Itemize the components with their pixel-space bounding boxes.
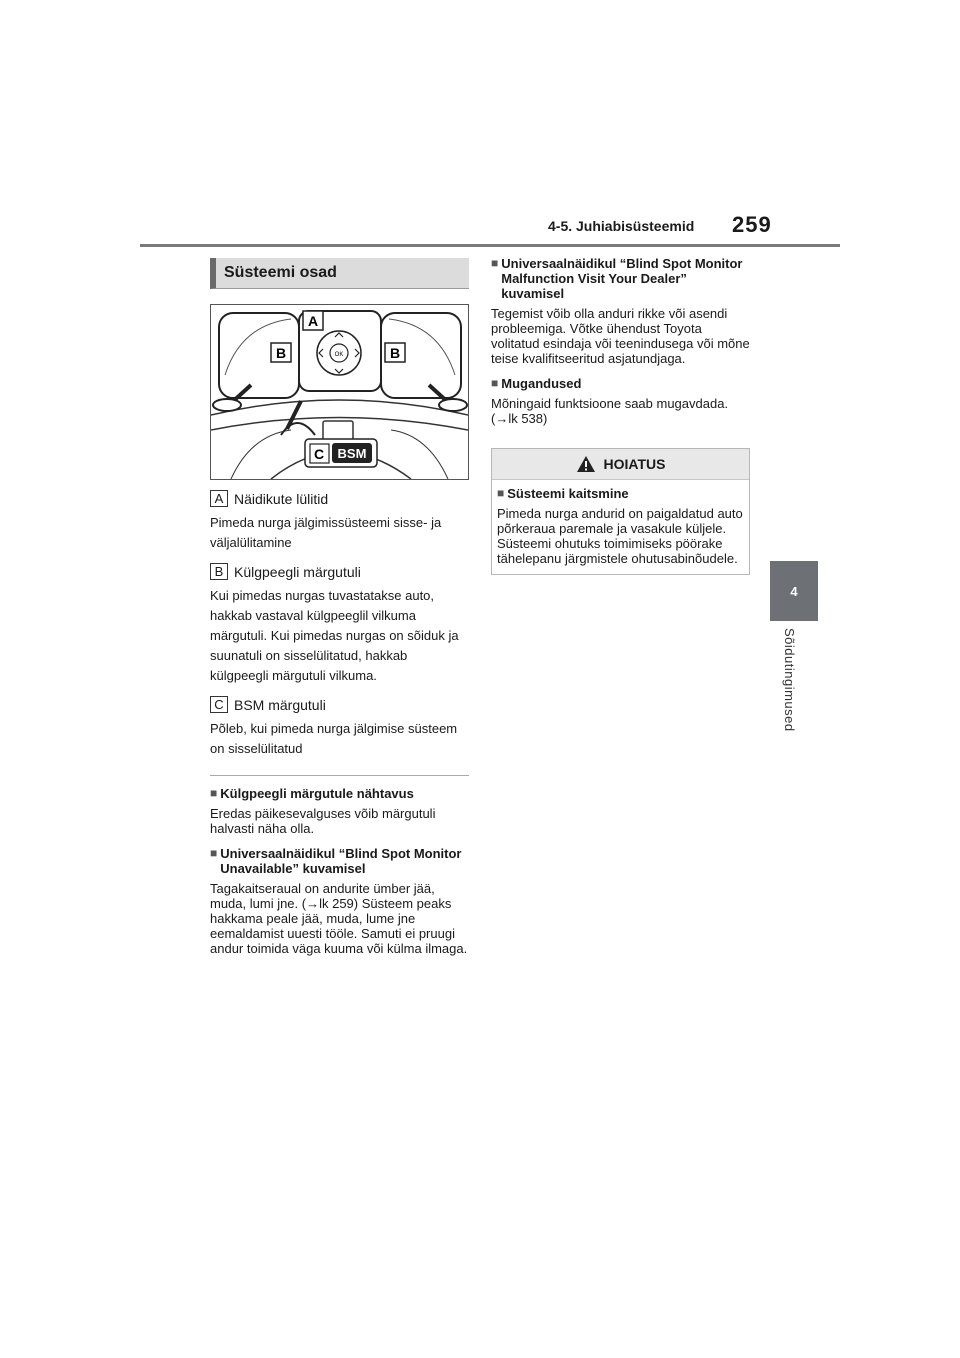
- note-mirror-visibility: ■ Külgpeegli märgutule nähtavus Eredas päikesevalguses võib märgutuli halvasti näha olla.: [210, 786, 469, 836]
- legend-description: Kui pimedas nurgas tuvastatakse auto, hakkab vastaval külgpeeglil vilkuma märgutuli. Kui pimedas nurgas on sõiduk ja suunatuli on sisselülitatud, hakkab külgpeegli märgutuli vilkuma.: [210, 588, 459, 683]
- warning-header: HOIATUS: [492, 449, 749, 480]
- bullet-square-icon: ■: [497, 486, 505, 500]
- system-parts-heading: Süsteemi osad: [210, 258, 469, 289]
- note-text: Mõningaid funktsioone saab mugavdada. (→lk 538): [491, 396, 729, 426]
- header-rule: [140, 244, 840, 247]
- right-column: [491, 256, 750, 575]
- note-unavailable: ■ Universaalnäidikul “Blind Spot Monitor Unavailable” kuvamisel Tagakaitseraual on andurite ümber jää, muda, lumi jne. (→lk 259) Süsteem peaks hakkama peale jää, muda, lume jne eemaldamist uuesti tööle. Samuti ei pruugi andur toimida väga kuuma või külma ilmaga.: [210, 846, 468, 956]
- svg-text:BSM: BSM: [337, 446, 367, 461]
- header-section-title: 4-5. Juhiabisüsteemid: [548, 218, 695, 234]
- svg-text:B: B: [275, 345, 287, 361]
- legend-key: A: [210, 490, 228, 507]
- legend-title: Näidikute lülitid: [234, 490, 329, 507]
- legend-title: Külgpeegli märgutuli: [234, 563, 361, 580]
- legend-description: Põleb, kui pimeda nurga jälgimise süsteem on sisselülitatud: [210, 721, 458, 756]
- chapter-number: 4: [790, 583, 798, 599]
- bullet-square-icon: ■: [210, 786, 218, 800]
- legend-item-b: [210, 563, 469, 686]
- legend-title: BSM märgutuli: [234, 696, 326, 713]
- warning-text: Pimeda nurga andurid on paigaldatud auto põrkeraua paremale ja vasakule küljele. Süsteemi ohutuks toimimiseks pöörake tähelepanu järgmistele ohutusabinõudele.: [497, 506, 743, 566]
- warning-box: HOIATUS ■ Süsteemi kaitsmine Pimeda nurga andurid on paigaldatud auto põrkeraua paremale ja vasakule küljele. Süsteemi ohutuks toimimiseks pöörake tähelepanu järgmistele ohutusabinõudele.: [491, 448, 750, 575]
- note-text: Eredas päikesevalguses võib märgutuli halvasti näha olla.: [210, 806, 436, 836]
- note-malfunction: ■ Universaalnäidikul “Blind Spot Monitor Malfunction Visit Your Dealer” kuvamisel Tegemist võib olla anduri rikke või asendi probleemiga. Võtke ühendust Toyota volitatud esindaja või teenindusega või mõne teise kvalifitseeritud asjatundjaga.: [491, 256, 750, 366]
- chapter-label: Sõidutingimused: [782, 628, 797, 732]
- svg-text:OK: OK: [334, 352, 344, 358]
- note-text: Tagakaitseraual on andurite ümber jää, muda, lumi jne. (→lk 259) Süsteem peaks hakkama peale jää, muda, lume jne eemaldamist uuesti tööle. Samuti ei pruugi andur toimida väga kuuma või külma ilmaga.: [210, 881, 468, 956]
- bullet-square-icon: ■: [491, 376, 499, 390]
- steering-wheel-illustration: [211, 305, 468, 479]
- svg-text:B: B: [389, 345, 401, 361]
- legend-description: Pimeda nurga jälgimissüsteemi sisse- ja väljalülitamine: [210, 515, 442, 550]
- legend-item-a: [210, 490, 469, 553]
- legend-item-c: [210, 696, 469, 759]
- warning-triangle-icon: [576, 455, 596, 473]
- note-customization: ■ Mugandused Mõningaid funktsioone saab mugavdada. (→lk 538): [491, 376, 750, 426]
- figure-label-b-left: [276, 345, 286, 361]
- figure-label-ok: [335, 352, 344, 358]
- note-text: Tegemist võib olla anduri rikke või asendi probleemiga. Võtke ühendust Toyota volitatud esindaja või teenindusega või mõne teise kvalifitseeritud asjatundjaga.: [491, 306, 750, 366]
- legend-key: C: [210, 696, 228, 713]
- bullet-square-icon: ■: [210, 846, 218, 860]
- figure-label-a: [308, 313, 318, 329]
- svg-text:C: C: [313, 446, 325, 462]
- section-divider: [210, 775, 469, 776]
- figure-label-b-right: [390, 345, 400, 361]
- figure-label-bsm: [338, 446, 367, 461]
- bullet-square-icon: ■: [491, 256, 499, 270]
- svg-text:A: A: [307, 313, 319, 329]
- steering-wheel-figure: [210, 304, 469, 480]
- chapter-tab: [770, 561, 818, 621]
- figure-label-c: [314, 446, 324, 462]
- page-number: 259: [732, 212, 772, 237]
- legend-key: B: [210, 563, 228, 580]
- left-column: [210, 258, 469, 956]
